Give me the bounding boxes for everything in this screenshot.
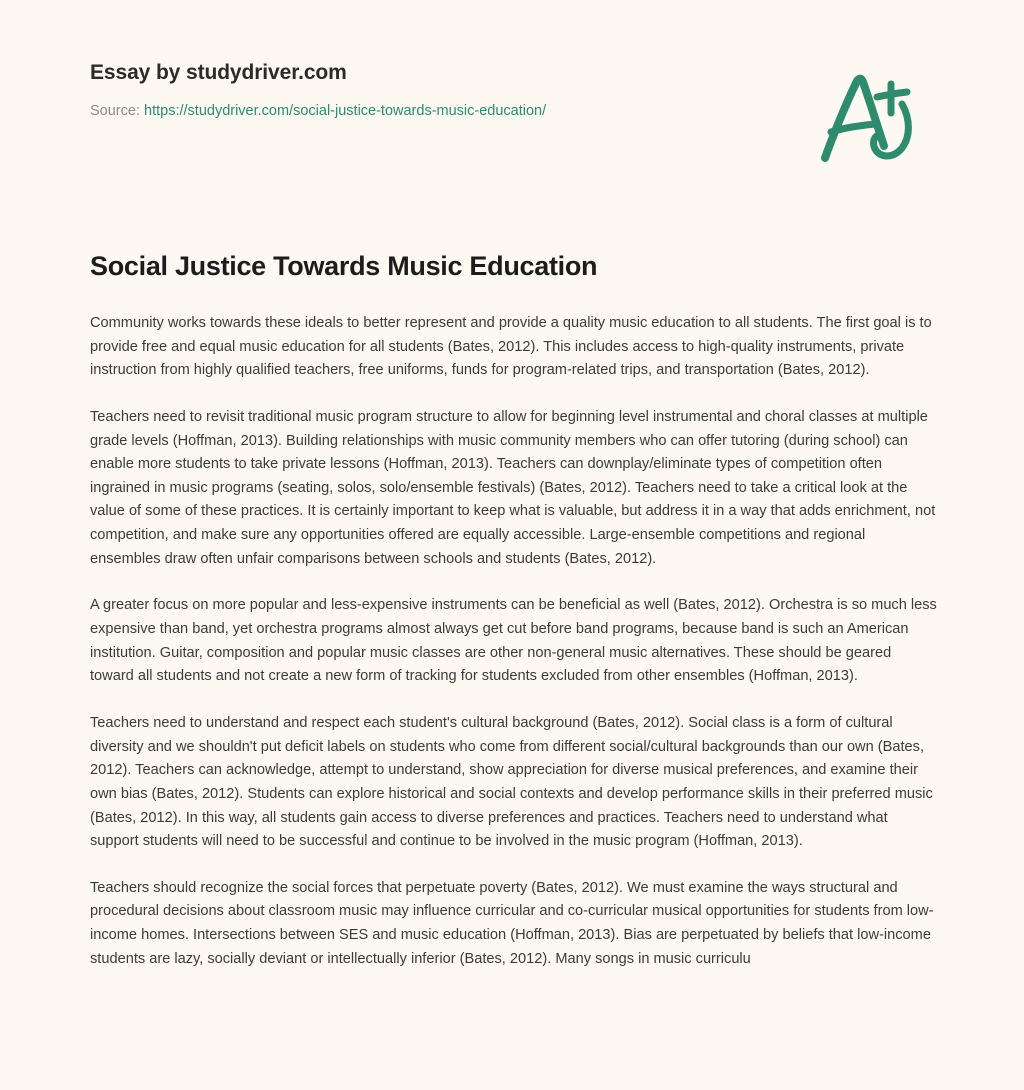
paragraph: A greater focus on more popular and less-expensive instruments can be beneficial as well (Bates, 2012). Orchestra is so much less expensive than band, yet orchestra programs almost always get cut before band programs, because band is such an American institution. Guitar, composition and popular music classes are other non-general music alternatives. These should be geared toward all students and not create a new form of tracking for students excluded from other ensembles (Hoffman, 2013). [90,597,937,685]
paragraph: Community works towards these ideals to better represent and provide a quality music education to all students. The first goal is to provide free and equal music education for all students (Bates, 2012). This includes access to high-quality instruments, private instruction from highly qualified teachers, free uniforms, funds for program-related trips, and transportation (Bates, 2012). [90,315,932,379]
paragraph: Teachers should recognize the social forces that perpetuate poverty (Bates, 2012). We must examine the ways structural and procedural decisions about classroom music may influence curricular and co-curricular musical opportunities for students from low-income homes. Intersections between SES and music education (Hoffman, 2013). Bias are perpetuated by beliefs that low-income students are lazy, socially deviant or intellectually inferior (Bates, 2012). Many songs in music curriculu [90,879,934,967]
paragraph: Teachers need to revisit traditional music program structure to allow for beginning level instrumental and choral classes at multiple grade levels (Hoffman, 2013). Building relationships with music community members who can offer tutoring (during school) can enable more students to take private lessons (Hoffman, 2013). Teachers can downplay/eliminate types of competition often ingrained in music programs (seating, solos, solo/ensemble festivals) (Bates, 2012). Teachers need to take a critical look at the value of some of these practices. It is certainly important to keep what is valuable, but address it in a way that adds enrichment, not competition, and make sure any opportunities offered are equally accessible. Large-ensemble competitions and regional ensembles draw often unfair comparisons between schools and students (Bates, 2012). [90,408,936,567]
byline: Essay by studydriver.com [90,61,347,84]
page-title: Social Justice Towards Music Education [90,251,598,281]
paragraph: Teachers need to understand and respect each student's cultural background (Bates, 2012). Social class is a form of cultural diversity and we shouldn't put deficit labels on students who come from different social/cultural backgrounds than our own (Bates, 2012). Teachers can acknowledge, attempt to understand, show appreciation for diverse musical preferences, and examine their own bias (Bates, 2012). Students can explore historical and social contexts and develop performance skills in their preferred music (Bates, 2012). In this way, all students gain access to diverse preferences and practices. Teachers need to understand what support students will need to be successful and continue to be involved in the music program (Hoffman, 2013). [90,714,933,850]
source-label: Source: [90,103,140,120]
a-plus-logo [812,66,932,176]
essay-body [90,312,938,971]
source-url-link[interactable]: https://studydriver.com/social-justice-towards-music-education/ [144,103,547,120]
